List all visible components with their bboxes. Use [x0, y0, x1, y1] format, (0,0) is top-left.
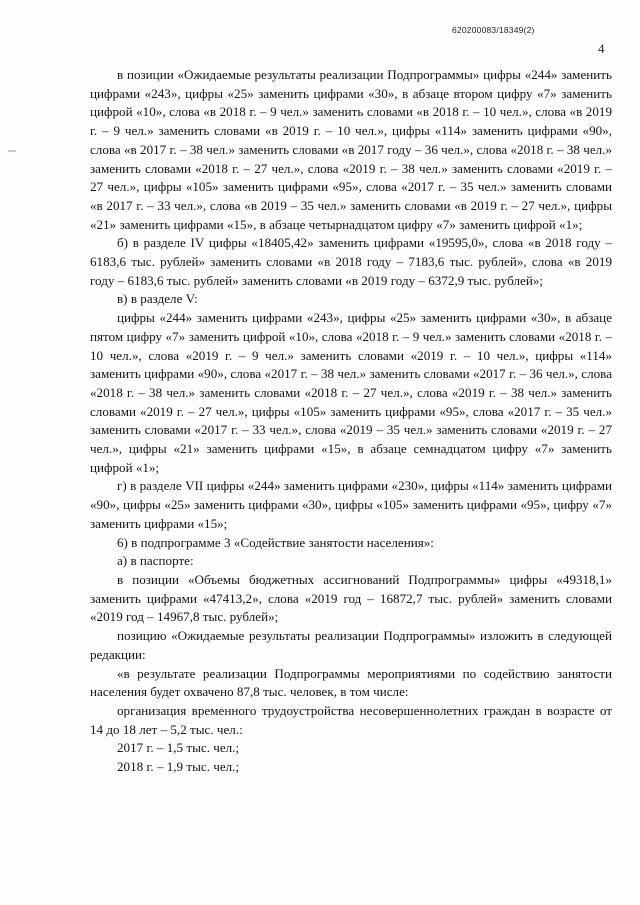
paragraph-budget-allocations: в позиции «Объемы бюджетных ассигнований Подпрограммы» цифры «49318,1» заменить цифрами «47413,2», слова «2019 год – 16872,7 тыс. рублей» заменить словами «2019 год – 14967,8 тыс. рублей»; [90, 571, 612, 625]
paragraph-temporary-employment: организация временного трудоустройства несовершеннолетних граждан в возрасте от 14 до 18 лет – 5,2 тыс. чел.: [90, 702, 612, 737]
paragraph-section-vii: г) в разделе VII цифры «244» заменить цифрами «230», цифры «114» заменить цифрами «90», цифры «25» заменить цифрами «30», цифры «105» заменить цифрами «95», цифру «7» заменить цифрами «15»; [90, 478, 612, 531]
paragraph-section-v: цифры «244» заменить цифрами «243», цифры «25» заменить цифрами «30», в абзаце пятом цифру «7» заменить цифрой «10», слова «2018 г. – 9 чел.» заменить словами «2018 г. – 10 чел.», слова «2019 г. – 9 чел.» заменить словами «2019 г. – 10 чел.», цифры «114» заменить цифрами «90», слова «2017 г. – 38 чел.» заменить словами «2017 г. – 36 чел.», слова «2018 г. – 38 чел.» заменить словами «2018 г. – 27 чел.», слова «2019 г. – 38 чел.» заменить словами «2019 г. – 27 чел.», цифры «105» заменить цифрами «95», слова «2017 г. – 35 чел.» заменить словами «2017 г. – 33 чел.», слова «2019 – 35 чел.» заменить словами «2019 г. – 27 чел.», цифры «21» заменить цифрами «15», в абзаце семнадцатом цифру «7» заменить цифрой «1»; [90, 310, 612, 475]
paragraph-expected-results: в позиции «Ожидаемые результаты реализации Подпрограммы» цифры «244» заменить цифрами «243», цифры «25» заменить цифрами «30», в абзаце втором цифру «7» заменить цифрой «10», слова «в 2018 г. – 9 чел.» заменить словами «в 2018 г. – 10 чел.», слова «в 2019 г. – 9 чел.» заменить словами «в 2019 г. – 10 чел.», цифры «114» заменить цифрами «90», слова «в 2017 г. – 38 чел.» заменить словами «в 2017 году – 36 чел.», слова «2018 г. – 38 чел.» заменить словами «2018 г. – 27 чел.», слова «2019 г. – 38 чел.» заменить словами «2019 г. – 27 чел.», цифры «105» заменить цифрами «95», слова «2017 г. – 35 чел.» заменить словами «в 2017 г. – 33 чел.», слова «в 2019 – 35 чел.» заменить словами «в 2019 г. – 27 чел.», цифры «21» заменить цифрами «15», в абзаце четырнадцатом цифру «7» заменить цифрой «1»; [90, 67, 612, 232]
paragraph-year-2017: 2017 г. – 1,5 тыс. чел.; [117, 740, 240, 756]
paragraph-expected-results-new: позицию «Ожидаемые результаты реализации Подпрограммы» изложить в следующей редакции: [90, 628, 612, 662]
page-number: 4 [598, 41, 605, 56]
paragraph-subprogram-3: 6) в подпрограмме 3 «Содействие занятости населения»: [117, 534, 434, 550]
paragraph-section-iv: б) в разделе IV цифры «18405,42» заменить цифрами «19595,0», слова «в 2018 году – 6183,6 тыс. рублей» заменить словами «в 2018 году – 7183,6 тыс. рублей», слова «в 2019 году – 6183,6 тыс. рублей» заменить словами «в 2019 году – 6372,9 тыс. рублей»; [90, 235, 612, 288]
paragraph-section-v-heading: в) в разделе V: [117, 291, 198, 307]
document-body [90, 66, 612, 777]
scan-margin-mark [8, 150, 16, 152]
paragraph-quote-results: «в результате реализации Подпрограммы мероприятиями по содействию занятости населения будет охвачено 87,8 тыс. человек, в том числе: [90, 665, 612, 700]
paragraph-year-2018: 2018 г. – 1,9 тыс. чел.; [117, 759, 240, 775]
document-id: 620200083/18349(2) [452, 25, 535, 35]
paragraph-passport: а) в паспорте: [117, 553, 194, 569]
